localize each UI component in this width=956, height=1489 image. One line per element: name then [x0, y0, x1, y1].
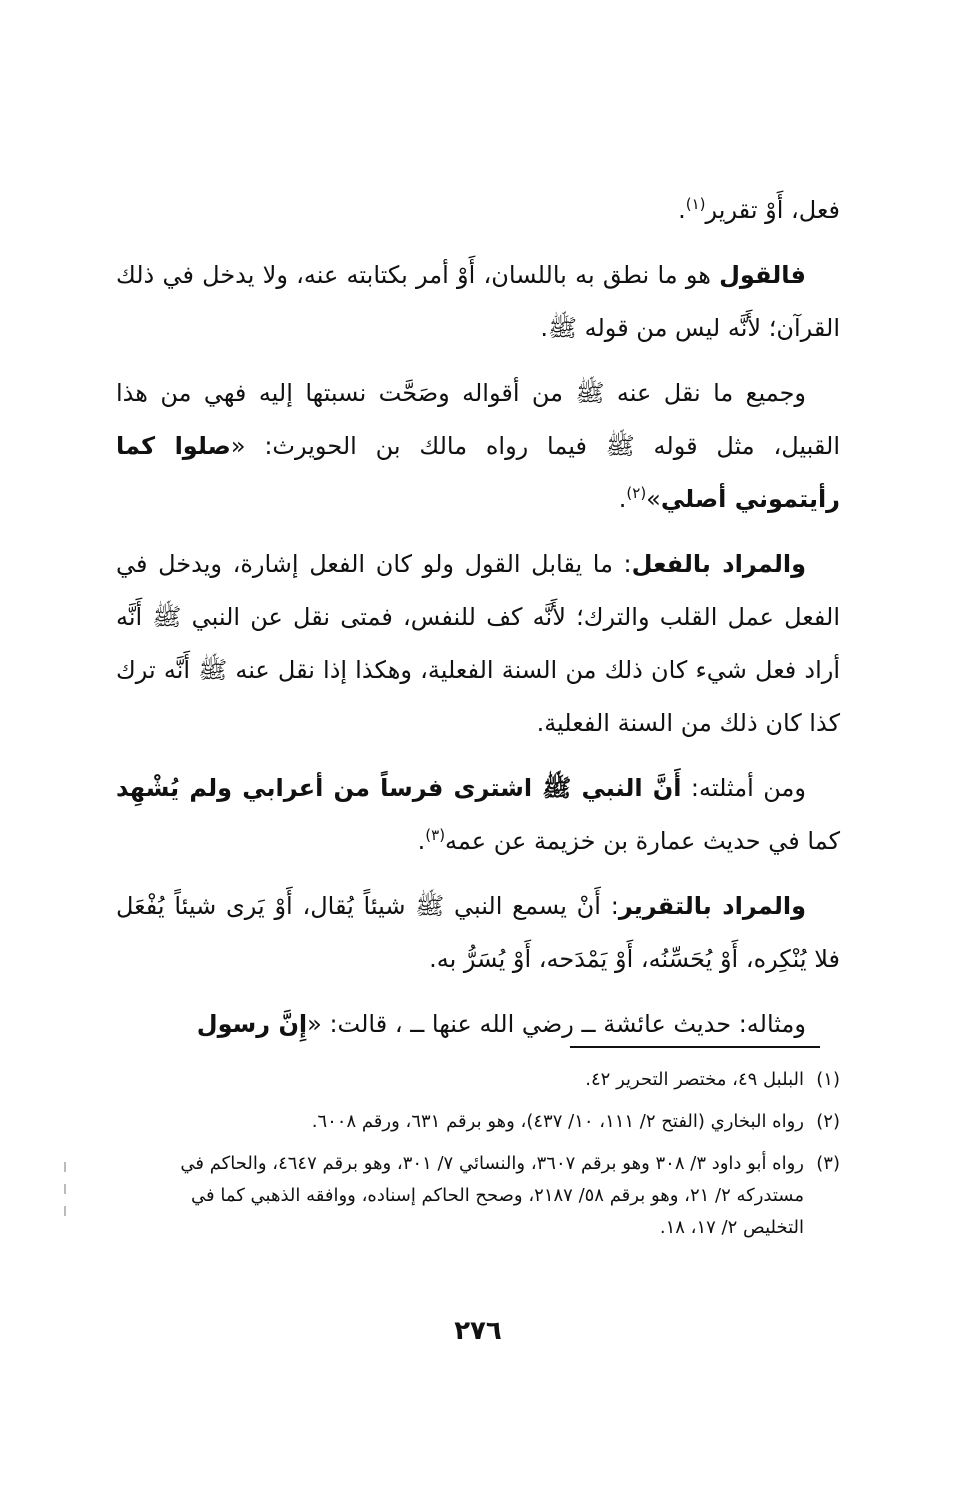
- paragraph-example: ومن أمثلته: أَنَّ النبي ﷺ اشترى فرساً من أعرابي ولم يُشْهِد كما في حديث عمارة بن خزيمة عن عمه$^{(٣)}$.: [116, 774, 840, 855]
- paragraph-fil: والمراد بالفعل: ما يقابل القول ولو كان الفعل إشارة، ويدخل في الفعل عمل القلب والترك؛ لأَنَّه كف للنفس، فمتى نقل عن النبي ﷺ أَنَّه أراد فعل شيء كان ذلك من السنة الفعلية، وهكذا إذا نقل عنه ﷺ أَنَّه ترك كذا كان ذلك من السنة الفعلية.: [116, 550, 840, 737]
- paragraph-qawl: فالقول هو ما نطق به باللسان، أَوْ أمر بكتابته عنه، ولا يدخل في ذلك القرآن؛ لأَنَّه ليس من قوله ﷺ.: [116, 261, 840, 342]
- margin-marks: [64, 1162, 68, 1218]
- term-fil: والمراد بالفعل: [631, 550, 806, 578]
- footnote-number: (٢): [816, 1111, 840, 1132]
- paragraph-aqwal: وجميع ما نقل عنه ﷺ من أقواله وصَحَّت نسبتها إليه فهي من هذا القبيل، مثل قوله ﷺ فيما رواه مالك بن الحويرث: «صلوا كما رأيتموني أصلي»$^{(٢)}$.: [116, 379, 840, 513]
- footnote-number: (١): [816, 1069, 840, 1090]
- footnote-2: [150, 1106, 840, 1138]
- paragraph-mithal: ومثاله: حديث عائشة ــ رضي الله عنها ــ ، قالت: «إِنَّ رسول: [196, 1010, 806, 1038]
- footnote-text: رواه البخاري (الفتح ٢/ ١١١، ١٠/ ٤٣٧)، وهو برقم ٦٣١، ورقم ٦٠٠٨.: [311, 1111, 804, 1132]
- page-number: ٢٧٦: [454, 1316, 502, 1346]
- main-text: [116, 184, 840, 1051]
- paragraph-taqrir: والمراد بالتقرير: أَنْ يسمع النبي ﷺ شيئاً يُقال، أَوْ يَرى شيئاً يُفْعَل فلا يُنْكِره، أَوْ يُحَسِّنُه، أَوْ يَمْدَحه، أَوْ يُسَرُّ به.: [116, 892, 840, 973]
- paragraph-intro: فعل، أَوْ تقرير$^{(١)}$.: [678, 195, 840, 224]
- footnote-number: (٣): [816, 1153, 840, 1174]
- footnote-1: [150, 1064, 840, 1096]
- footnotes: [150, 1064, 840, 1254]
- hadith-quote-2: إِنَّ رسول: [196, 1010, 308, 1038]
- footnote-text: البلبل ٤٩، مختصر التحرير ٤٢.: [585, 1069, 804, 1090]
- footnote-ref-1[interactable]: (١): [685, 195, 706, 213]
- term-qawl: فالقول: [719, 261, 806, 289]
- footnote-ref-2[interactable]: (٢): [626, 484, 647, 502]
- term-taqrir: والمراد بالتقرير: [618, 892, 806, 920]
- footnote-ref-3[interactable]: (٣): [425, 826, 446, 844]
- footnote-text: رواه أبو داود ٣/ ٣٠٨ وهو برقم ٣٦٠٧، والنسائي ٧/ ٣٠١، وهو برقم ٤٦٤٧، والحاكم في مستدركه ٢/ ٢١، وهو برقم ٥٨/ ٢١٨٧، وصحح الحاكم إسناده، ووافقه الذهبي كما في التخليص ٢/ ١٧، ١٨.: [180, 1153, 804, 1238]
- footnote-separator: [570, 1046, 820, 1048]
- hadith-quote-1: صلوا كما رأيتموني أصلي: [116, 432, 840, 513]
- footnote-3: [150, 1148, 840, 1244]
- example-quote: أَنَّ النبي ﷺ اشترى فرساً من أعرابي ولم يُشْهِد: [116, 774, 682, 802]
